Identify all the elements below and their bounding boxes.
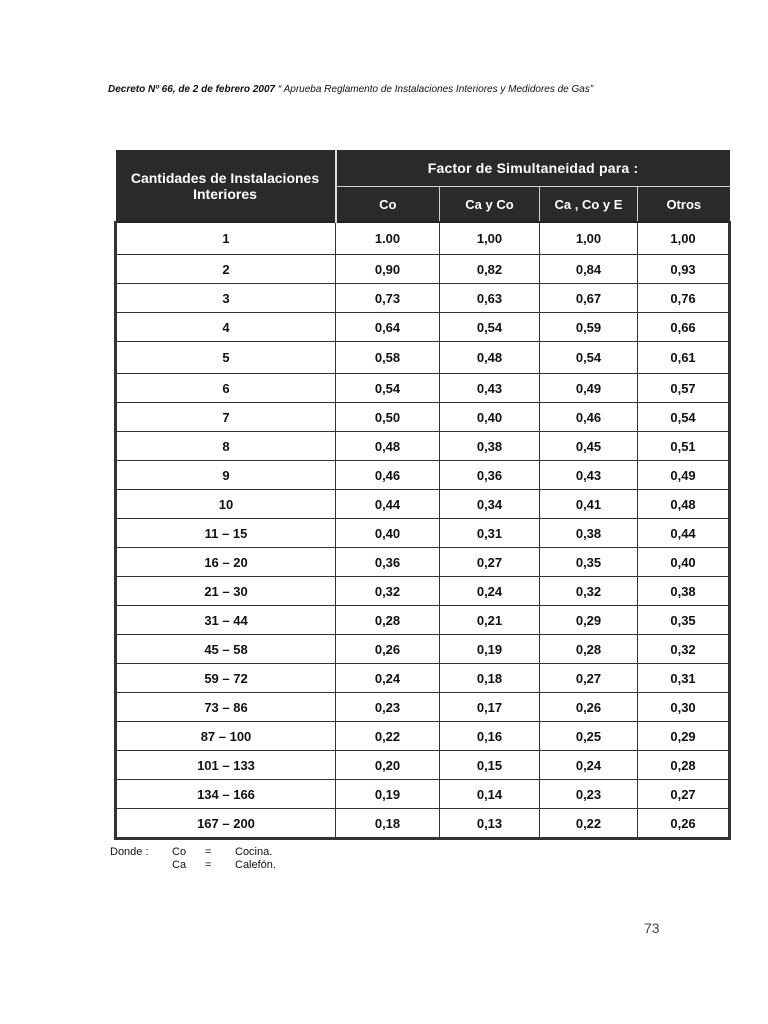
- legend-meaning: Cocina.: [235, 846, 273, 858]
- table-row: [116, 313, 730, 342]
- quantity-cell: 6: [116, 374, 336, 403]
- table-row: [116, 403, 730, 432]
- factor-cell: 0,32: [540, 577, 638, 606]
- factor-cell: 0,24: [540, 751, 638, 780]
- factor-cell: 0,27: [540, 664, 638, 693]
- factor-cell: 0,24: [336, 664, 440, 693]
- factor-cell: 0,41: [540, 490, 638, 519]
- table-row: [116, 284, 730, 313]
- table-row: [116, 635, 730, 664]
- factor-cell: 0,58: [336, 342, 440, 374]
- factor-cell: 1,00: [638, 222, 730, 255]
- decree-reference: Decreto Nº 66, de 2 de febrero 2007: [108, 84, 276, 95]
- quantity-cell: 8: [116, 432, 336, 461]
- table-row: [116, 809, 730, 839]
- factor-cell: 0,16: [440, 722, 540, 751]
- factor-cell: 0,54: [336, 374, 440, 403]
- table-row: [116, 780, 730, 809]
- factor-cell: 0,34: [440, 490, 540, 519]
- quantity-cell: 87 – 100: [116, 722, 336, 751]
- table-row: [116, 751, 730, 780]
- factor-cell: 0,54: [638, 403, 730, 432]
- factor-cell: 0,29: [540, 606, 638, 635]
- legend-equals: =: [205, 859, 212, 871]
- factor-cell: 0,67: [540, 284, 638, 313]
- factor-cell: 0,35: [638, 606, 730, 635]
- legend-meaning: Calefón.: [235, 859, 276, 871]
- factor-cell: 1.00: [336, 222, 440, 255]
- table-row: [116, 722, 730, 751]
- legend-code: Co: [172, 846, 187, 858]
- factor-cell: 0,28: [540, 635, 638, 664]
- factor-cell: 1,00: [440, 222, 540, 255]
- factor-cell: 0,43: [540, 461, 638, 490]
- factor-cell: 0,44: [638, 519, 730, 548]
- factor-cell: 0,32: [336, 577, 440, 606]
- quantity-cell: 7: [116, 403, 336, 432]
- factor-cell: 0,43: [440, 374, 540, 403]
- column-header-ca-co-e: Ca , Co y E: [540, 187, 638, 223]
- factor-cell: 0,40: [638, 548, 730, 577]
- factor-cell: 0,59: [540, 313, 638, 342]
- factor-cell: 0,24: [440, 577, 540, 606]
- factor-cell: 0,82: [440, 255, 540, 284]
- factor-cell: 0,36: [336, 548, 440, 577]
- factor-cell: 0,66: [638, 313, 730, 342]
- quantity-cell: 21 – 30: [116, 577, 336, 606]
- factor-cell: 0,46: [336, 461, 440, 490]
- factor-cell: 0,54: [440, 313, 540, 342]
- factor-cell: 0,31: [638, 664, 730, 693]
- legend-equals: =: [205, 846, 212, 858]
- factor-cell: 0,18: [336, 809, 440, 839]
- factor-cell: 0,84: [540, 255, 638, 284]
- factor-cell: 0,44: [336, 490, 440, 519]
- quantity-cell: 5: [116, 342, 336, 374]
- factor-cell: 0,40: [336, 519, 440, 548]
- table-row: [116, 342, 730, 374]
- factor-cell: 0,76: [638, 284, 730, 313]
- factor-cell: 0,61: [638, 342, 730, 374]
- factor-cell: 0,48: [336, 432, 440, 461]
- factor-cell: 1,00: [540, 222, 638, 255]
- table-row: [116, 606, 730, 635]
- quantity-cell: 134 – 166: [116, 780, 336, 809]
- table-row: [116, 490, 730, 519]
- quantity-cell: 59 – 72: [116, 664, 336, 693]
- quantity-cell: 16 – 20: [116, 548, 336, 577]
- quantity-cell: 101 – 133: [116, 751, 336, 780]
- table-row: [116, 577, 730, 606]
- factor-cell: 0,30: [638, 693, 730, 722]
- factor-cell: 0,25: [540, 722, 638, 751]
- factor-cell: 0,22: [336, 722, 440, 751]
- factor-cell: 0,36: [440, 461, 540, 490]
- factor-cell: 0,31: [440, 519, 540, 548]
- quantity-cell: 73 – 86: [116, 693, 336, 722]
- table-row: [116, 664, 730, 693]
- factor-cell: 0,46: [540, 403, 638, 432]
- quantity-cell: 11 – 15: [116, 519, 336, 548]
- factor-cell: 0,26: [336, 635, 440, 664]
- factor-cell: 0,23: [540, 780, 638, 809]
- table-row: [116, 461, 730, 490]
- decree-title: “ Aprueba Reglamento de Instalaciones Interiores y Medidores de Gas”: [277, 84, 594, 95]
- legend-code: Ca: [172, 859, 187, 871]
- factor-cell: 0,19: [336, 780, 440, 809]
- factor-cell: 0,73: [336, 284, 440, 313]
- factor-cell: 0,35: [540, 548, 638, 577]
- factor-cell: 0,38: [540, 519, 638, 548]
- factor-cell: 0,20: [336, 751, 440, 780]
- column-header-co: Co: [336, 187, 440, 223]
- table-body: [116, 222, 730, 839]
- factor-cell: 0,14: [440, 780, 540, 809]
- factor-cell: 0,51: [638, 432, 730, 461]
- quantity-column-header: Cantidades de Instalaciones Interiores: [116, 150, 336, 222]
- factor-cell: 0,29: [638, 722, 730, 751]
- factor-cell: 0,50: [336, 403, 440, 432]
- factor-cell: 0,17: [440, 693, 540, 722]
- column-header-otros: Otros: [638, 187, 730, 223]
- quantity-cell: 1: [116, 222, 336, 255]
- factor-cell: 0,57: [638, 374, 730, 403]
- quantity-cell: 9: [116, 461, 336, 490]
- legend-row: [110, 846, 276, 859]
- factor-cell: 0,90: [336, 255, 440, 284]
- quantity-cell: 10: [116, 490, 336, 519]
- factor-cell: 0,49: [638, 461, 730, 490]
- legend-label: Donde :: [110, 846, 149, 858]
- factor-cell: 0,19: [440, 635, 540, 664]
- factor-cell: 0,28: [638, 751, 730, 780]
- legend: [110, 846, 276, 872]
- quantity-cell: 4: [116, 313, 336, 342]
- factor-cell: 0,32: [638, 635, 730, 664]
- factor-cell: 0,49: [540, 374, 638, 403]
- factor-cell: 0,26: [638, 809, 730, 839]
- factor-cell: 0,27: [440, 548, 540, 577]
- factor-cell: 0,26: [540, 693, 638, 722]
- table-row: [116, 693, 730, 722]
- factor-cell: 0,63: [440, 284, 540, 313]
- quantity-cell: 3: [116, 284, 336, 313]
- factor-group-header: Factor de Simultaneidad para :: [336, 150, 730, 187]
- factor-cell: 0,48: [440, 342, 540, 374]
- page-number: 73: [644, 920, 660, 936]
- factor-cell: 0,48: [638, 490, 730, 519]
- factor-cell: 0,38: [638, 577, 730, 606]
- factor-cell: 0,21: [440, 606, 540, 635]
- factor-cell: 0,54: [540, 342, 638, 374]
- table-row: [116, 255, 730, 284]
- factor-cell: 0,40: [440, 403, 540, 432]
- table-row: [116, 374, 730, 403]
- factor-cell: 0,18: [440, 664, 540, 693]
- factor-cell: 0,15: [440, 751, 540, 780]
- table-row: [116, 548, 730, 577]
- factor-cell: 0,13: [440, 809, 540, 839]
- document-header: [108, 84, 728, 95]
- factor-cell: 0,23: [336, 693, 440, 722]
- quantity-cell: 167 – 200: [116, 809, 336, 839]
- factor-cell: 0,93: [638, 255, 730, 284]
- quantity-cell: 31 – 44: [116, 606, 336, 635]
- legend-row: [110, 859, 276, 872]
- factor-cell: 0,45: [540, 432, 638, 461]
- table-row: [116, 222, 730, 255]
- table-row: [116, 519, 730, 548]
- factor-cell: 0,22: [540, 809, 638, 839]
- table-row: [116, 432, 730, 461]
- factor-cell: 0,64: [336, 313, 440, 342]
- factor-cell: 0,28: [336, 606, 440, 635]
- column-header-ca-co: Ca y Co: [440, 187, 540, 223]
- simultaneity-factor-table: [114, 150, 731, 840]
- quantity-cell: 2: [116, 255, 336, 284]
- quantity-cell: 45 – 58: [116, 635, 336, 664]
- factor-cell: 0,38: [440, 432, 540, 461]
- factor-cell: 0,27: [638, 780, 730, 809]
